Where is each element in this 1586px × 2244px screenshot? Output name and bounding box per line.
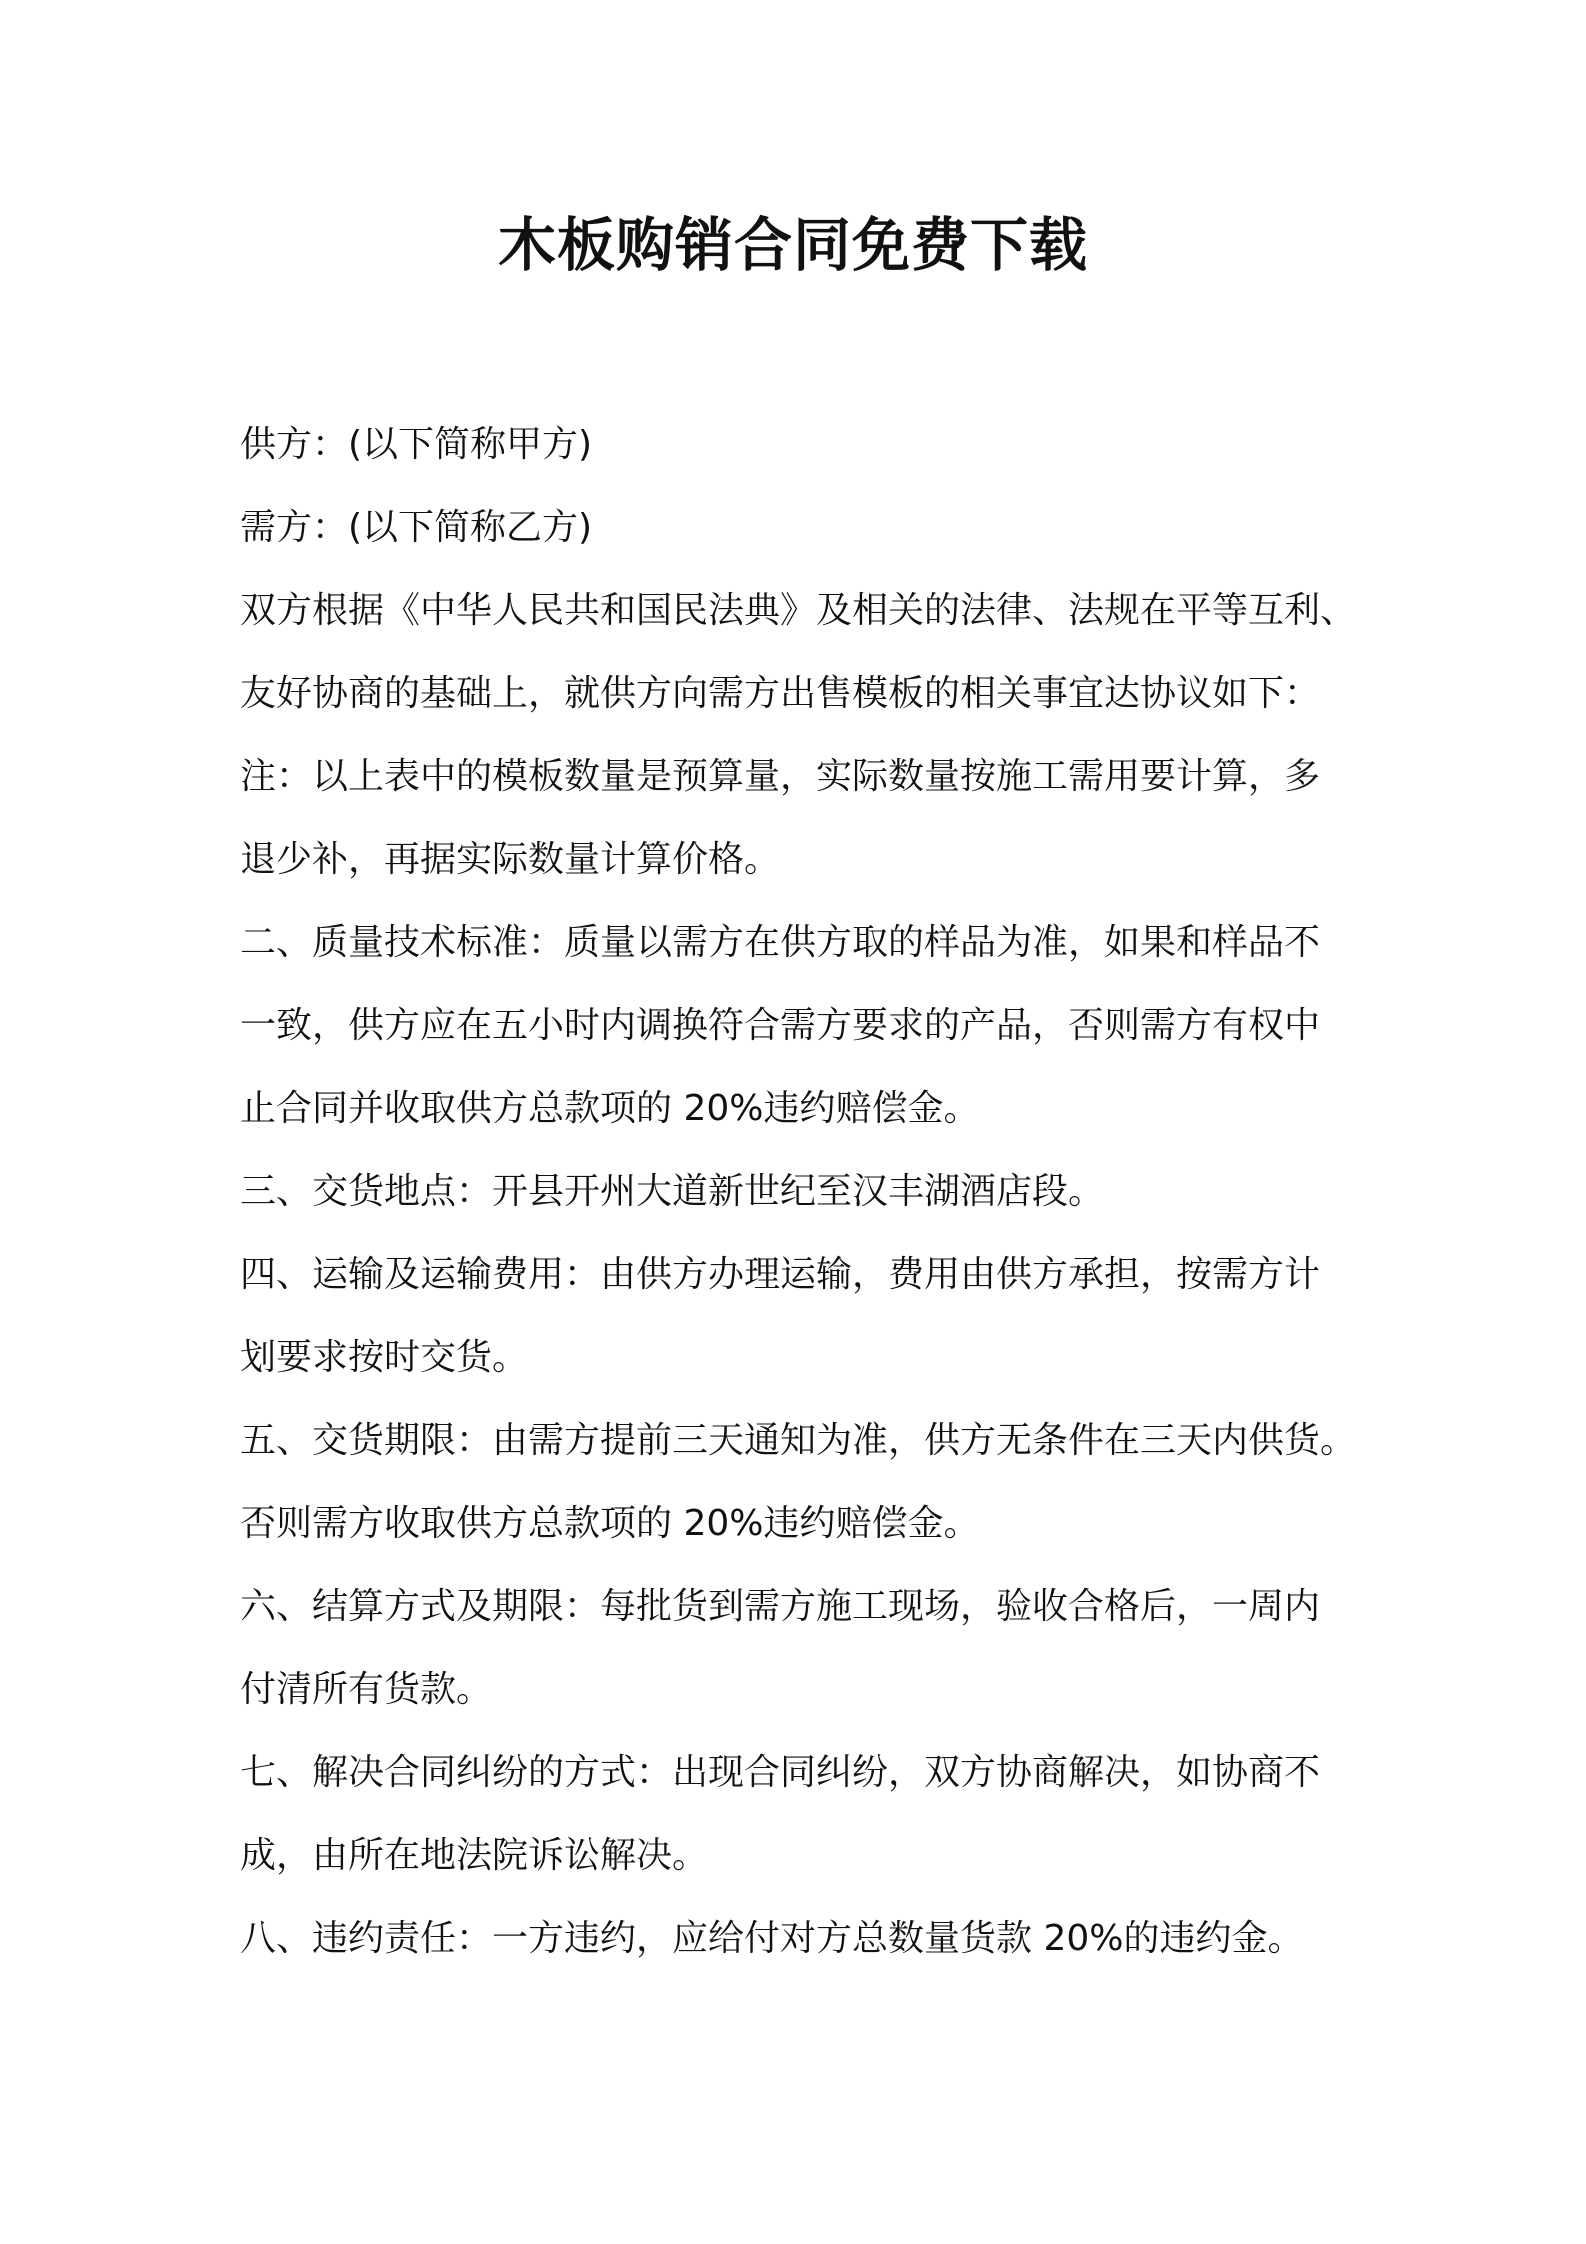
party-buyer-line: 需方：(以下简称乙方) <box>240 507 593 548</box>
document-title: 木板购销合同免费下载 <box>497 211 1088 279</box>
clause-dispute-line: 七、解决合同纠纷的方式：出现合同纠纷，双方协商解决，如协商不 <box>240 1752 1321 1793</box>
clause-transport-line: 四、运输及运输费用：由供方办理运输，费用由供方承担，按需方计 <box>240 1254 1321 1295</box>
clause-delivery-term-line: 否则需方收取供方总款项的 20%违约赔偿金。 <box>240 1503 980 1544</box>
clause-quality-line: 止合同并收取供方总款项的 20%违约赔偿金。 <box>240 1088 980 1129</box>
clause-settlement-line: 六、结算方式及期限：每批货到需方施工现场，验收合格后，一周内 <box>240 1586 1321 1627</box>
clause-delivery-term-line: 五、交货期限：由需方提前三天通知为准，供方无条件在三天内供货。 <box>240 1420 1357 1461</box>
clause-transport-line: 划要求按时交货。 <box>240 1337 529 1378</box>
preamble-line: 友好协商的基础上，就供方向需方出售模板的相关事宜达协议如下： <box>240 673 1321 714</box>
note-line: 退少补，再据实际数量计算价格。 <box>240 839 781 880</box>
preamble-line: 双方根据《中华人民共和国民法典》及相关的法律、法规在平等互利、 <box>240 590 1357 631</box>
clause-delivery-place-line: 三、交货地点：开县开州大道新世纪至汉丰湖酒店段。 <box>240 1171 1105 1212</box>
clause-quality-line: 二、质量技术标准：质量以需方在供方取的样品为准，如果和样品不 <box>240 922 1321 963</box>
clause-settlement-line: 付清所有货款。 <box>240 1669 493 1710</box>
clause-liability-line: 八、违约责任：一方违约，应给付对方总数量货款 20%的违约金。 <box>240 1918 1304 1959</box>
document-body <box>240 403 1357 1980</box>
clause-dispute-line: 成，由所在地法院诉讼解决。 <box>240 1835 709 1876</box>
party-supplier-line: 供方：(以下简称甲方) <box>240 424 593 465</box>
clause-quality-line: 一致，供方应在五小时内调换符合需方要求的产品，否则需方有权中 <box>240 1005 1321 1046</box>
note-line: 注：以上表中的模板数量是预算量，实际数量按施工需用要计算，多 <box>240 756 1321 797</box>
